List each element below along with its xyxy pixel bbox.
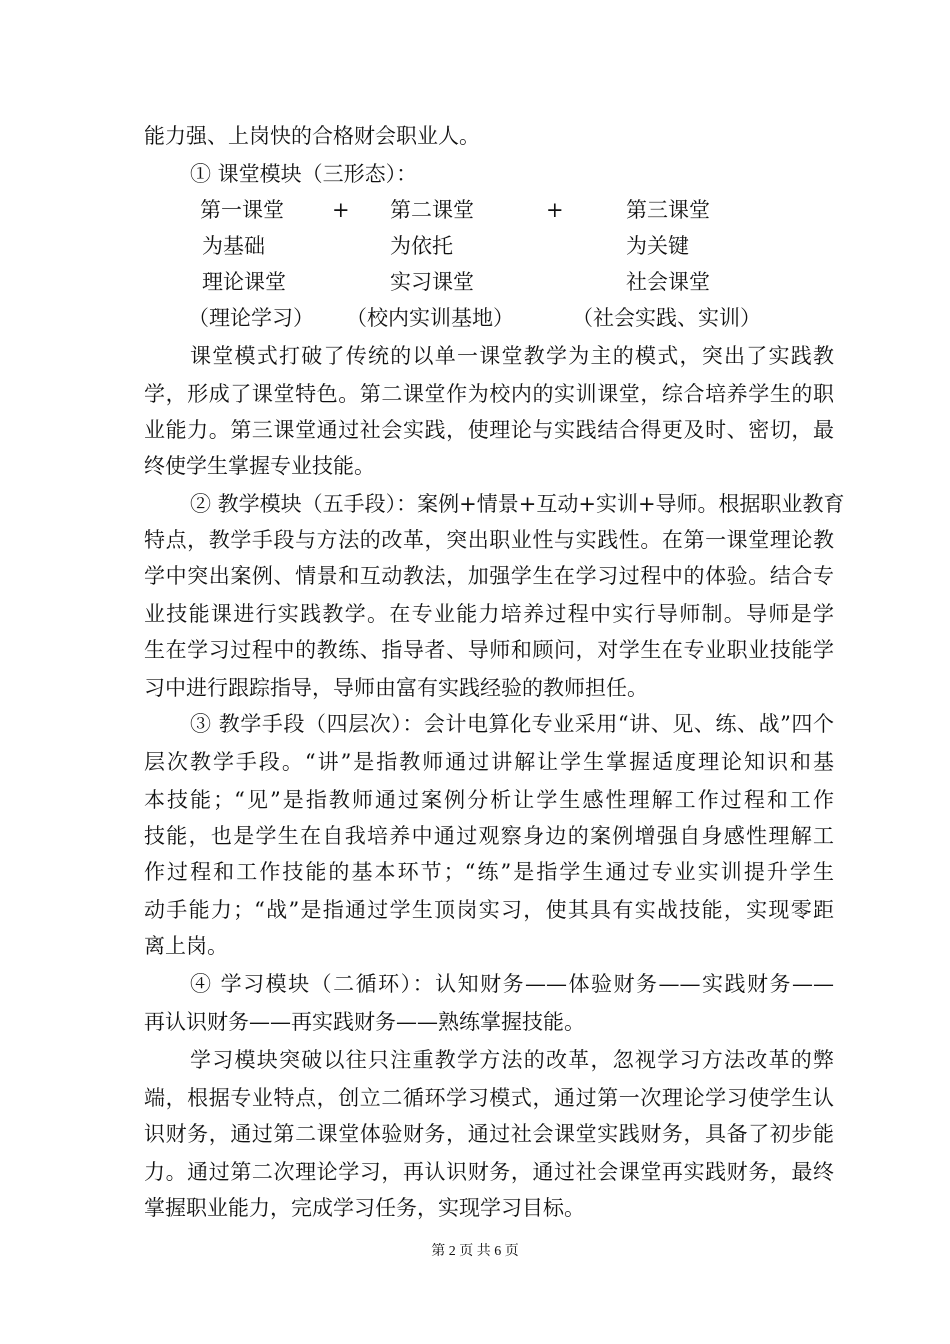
paragraph-line: 学中突出案例、情景和互动教法，加强学生在学习过程中的体验。结合专 [144,564,834,588]
paragraph-line: 识财务，通过第二课堂体验财务，通过社会课堂实践财务，具备了初步能 [144,1122,834,1146]
plus-sign: + [546,198,564,222]
table-cell: （校内实训基地） [346,306,514,330]
table-cell: 实习课堂 [390,270,474,294]
paragraph-line: 离上岗。 [144,934,228,958]
table-cell: 社会课堂 [626,270,710,294]
section-heading-teaching-module: ② 教学模块（五手段）：案例+情景+互动+实训+导师。根据职业教育 [190,492,845,516]
table-cell: 为基础 [202,234,265,258]
table-cell: 理论课堂 [202,270,286,294]
table-cell: 第二课堂 [390,198,474,222]
paragraph-line: 力。通过第二次理论学习，再认识财务，通过社会课堂再实践财务，最终 [144,1160,834,1184]
paragraph-line: 学习模块突破以往只注重教学方法的改革，忽视学习方法改革的弊 [190,1048,834,1072]
paragraph-line: 业技能课进行实践教学。在专业能力培养过程中实行导师制。导师是学 [144,602,834,626]
paragraph-line: 课堂模式打破了传统的以单一课堂教学为主的模式，突出了实践教 [190,344,834,368]
paragraph-line: 学，形成了课堂特色。第二课堂作为校内的实训课堂，综合培养学生的职 [144,382,834,406]
paragraph-line: 习中进行跟踪指导，导师由富有实践经验的教师担任。 [144,676,648,700]
section-heading-teaching-means: ③ 教学手段（四层次）：会计电算化专业采用“讲、见、练、战”四个 [190,712,834,736]
table-cell: （社会实践、实训） [572,306,761,330]
paragraph-line: 端，根据专业特点，创立二循环学习模式，通过第一次理论学习使学生认 [144,1086,834,1110]
paragraph-line: 终使学生掌握专业技能。 [144,454,375,478]
paragraph-line: 业能力。第三课堂通过社会实践，使理论与实践结合得更及时、密切，最 [144,418,834,442]
paragraph-line: 能力强、上岗快的合格财会职业人。 [144,124,480,148]
table-cell: 第三课堂 [626,198,710,222]
paragraph-line: 再认识财务——再实践财务——熟练掌握技能。 [144,1010,585,1034]
page-number-footer: 第 2 页 共 6 页 [431,1244,519,1259]
paragraph-line: 技能，也是学生在自我培养中通过观察身边的案例增强自身感性理解工 [144,824,834,848]
paragraph-line: 掌握职业能力，完成学习任务，实现学习目标。 [144,1196,585,1220]
paragraph-line: 作过程和工作技能的基本环节；“练”是指学生通过专业实训提升学生 [144,860,834,884]
paragraph-line: 生在学习过程中的教练、指导者、导师和顾问，对学生在专业职业技能学 [144,638,834,662]
paragraph-line: 特点，教学手段与方法的改革，突出职业性与实践性。在第一课堂理论教 [144,528,834,552]
table-cell: 为关键 [626,234,689,258]
section-heading-classroom-module: ① 课堂模块（三形态）： [190,162,418,186]
table-cell: 为依托 [390,234,453,258]
table-cell: 第一课堂 [200,198,284,222]
table-cell: （理论学习） [188,306,314,330]
section-heading-learning-module: ④ 学习模块（二循环）：认知财务——体验财务——实践财务—— [190,972,834,996]
paragraph-line: 本技能；“见”是指教师通过案例分析让学生感性理解工作过程和工作 [144,788,834,812]
plus-sign: + [332,198,350,222]
paragraph-line: 层次教学手段。“讲”是指教师通过讲解让学生掌握适度理论知识和基 [144,750,834,774]
paragraph-line: 动手能力；“战”是指通过学生顶岗实习，使其具有实战技能，实现零距 [144,898,834,922]
